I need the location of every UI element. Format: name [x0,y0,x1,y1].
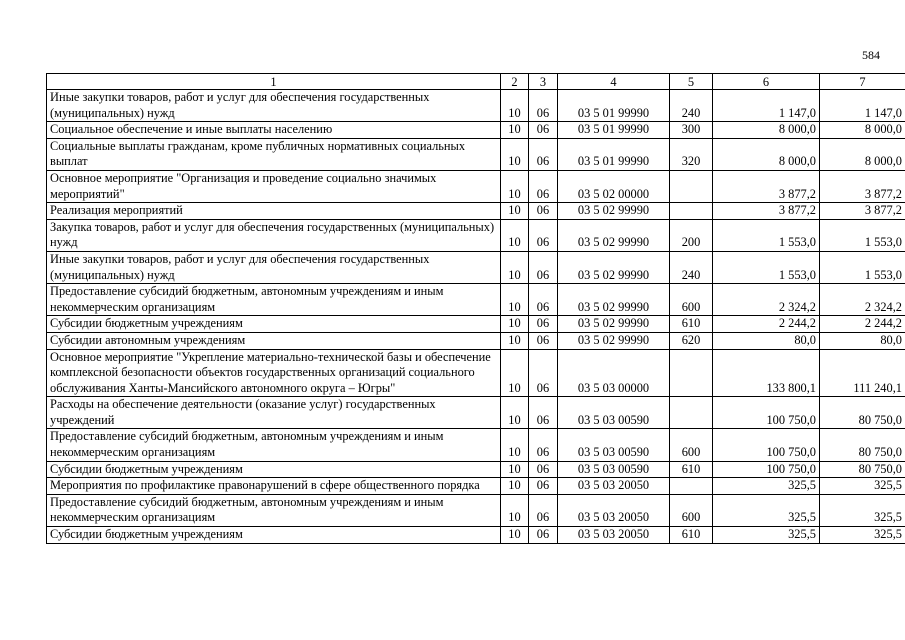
row-expense-type: 240 [670,90,713,122]
row-target-article: 03 5 01 99990 [558,138,670,170]
row-amount-2: 8 000,0 [820,138,905,170]
row-subsection: 06 [529,527,558,544]
row-amount-2: 2 244,2 [820,316,905,333]
row-amount-2: 8 000,0 [820,122,905,139]
header-cell-1: 1 [47,74,501,90]
row-target-article: 03 5 01 99990 [558,90,670,122]
header-cell-2: 2 [501,74,529,90]
row-name: Социальное обеспечение и иные выплаты населению [47,122,501,139]
row-target-article: 03 5 01 99990 [558,122,670,139]
row-amount-1: 8 000,0 [713,138,820,170]
row-subsection: 06 [529,332,558,349]
row-amount-1: 1 553,0 [713,219,820,251]
row-amount-2: 1 553,0 [820,251,905,283]
row-amount-1: 1 553,0 [713,251,820,283]
row-section: 10 [501,219,529,251]
row-expense-type [670,478,713,495]
row-amount-2: 325,5 [820,527,905,544]
row-expense-type: 610 [670,316,713,333]
row-amount-2: 3 877,2 [820,170,905,202]
row-amount-2: 325,5 [820,494,905,526]
row-expense-type: 600 [670,284,713,316]
row-amount-1: 100 750,0 [713,429,820,461]
row-target-article: 03 5 02 99990 [558,284,670,316]
row-name: Реализация мероприятий [47,203,501,220]
row-expense-type: 620 [670,332,713,349]
row-target-article: 03 5 03 00590 [558,397,670,429]
row-name: Предоставление субсидий бюджетным, автономным учреждениям и иным некоммерческим организациям [47,429,501,461]
row-name: Предоставление субсидий бюджетным, автономным учреждениям и иным некоммерческим организациям [47,494,501,526]
row-expense-type: 610 [670,527,713,544]
row-section: 10 [501,478,529,495]
row-amount-2: 1 553,0 [820,219,905,251]
budget-table [46,73,905,544]
row-amount-1: 8 000,0 [713,122,820,139]
row-amount-1: 100 750,0 [713,461,820,478]
row-section: 10 [501,138,529,170]
row-amount-1: 325,5 [713,494,820,526]
row-section: 10 [501,203,529,220]
row-name: Субсидии автономным учреждениям [47,332,501,349]
table-row [47,251,905,283]
row-subsection: 06 [529,170,558,202]
row-section: 10 [501,122,529,139]
row-subsection: 06 [529,122,558,139]
row-amount-2: 80 750,0 [820,429,905,461]
row-section: 10 [501,90,529,122]
row-amount-1: 2 244,2 [713,316,820,333]
row-target-article: 03 5 03 20050 [558,494,670,526]
row-name: Закупка товаров, работ и услуг для обеспечения государственных (муниципальных) нужд [47,219,501,251]
row-target-article: 03 5 03 20050 [558,527,670,544]
table-row [47,527,905,544]
row-target-article: 03 5 02 99990 [558,251,670,283]
row-subsection: 06 [529,478,558,495]
row-target-article: 03 5 03 00590 [558,429,670,461]
table-row [47,461,905,478]
header-cell-5: 5 [670,74,713,90]
row-expense-type: 320 [670,138,713,170]
row-section: 10 [501,170,529,202]
row-name: Субсидии бюджетным учреждениям [47,316,501,333]
table-row [47,90,905,122]
row-amount-2: 325,5 [820,478,905,495]
row-section: 10 [501,527,529,544]
row-name: Основное мероприятие "Укрепление материально-технической базы и обеспечение комплексной безопасности объектов государственных организаций социального обслуживания Ханты-Мансийского автономного округа – Югры" [47,349,501,397]
row-amount-1: 1 147,0 [713,90,820,122]
row-subsection: 06 [529,203,558,220]
row-amount-1: 100 750,0 [713,397,820,429]
row-expense-type [670,397,713,429]
row-subsection: 06 [529,284,558,316]
row-amount-2: 80 750,0 [820,397,905,429]
row-section: 10 [501,251,529,283]
row-name: Иные закупки товаров, работ и услуг для обеспечения государственных (муниципальных) нужд [47,251,501,283]
row-subsection: 06 [529,397,558,429]
table-row [47,203,905,220]
table-row [47,478,905,495]
row-target-article: 03 5 03 00000 [558,349,670,397]
row-section: 10 [501,461,529,478]
row-section: 10 [501,349,529,397]
row-amount-1: 2 324,2 [713,284,820,316]
row-amount-2: 111 240,1 [820,349,905,397]
row-amount-1: 133 800,1 [713,349,820,397]
row-name: Субсидии бюджетным учреждениям [47,461,501,478]
table-row [47,138,905,170]
row-expense-type [670,349,713,397]
table-row [47,429,905,461]
row-amount-1: 325,5 [713,478,820,495]
row-section: 10 [501,494,529,526]
row-amount-2: 80 750,0 [820,461,905,478]
table-row [47,332,905,349]
row-target-article: 03 5 02 99990 [558,219,670,251]
header-cell-4: 4 [558,74,670,90]
row-amount-1: 3 877,2 [713,170,820,202]
row-amount-2: 1 147,0 [820,90,905,122]
page-number: 584 [862,48,880,62]
row-section: 10 [501,429,529,461]
header-row [47,74,905,90]
header-cell-6: 6 [713,74,820,90]
row-expense-type: 600 [670,494,713,526]
row-amount-2: 80,0 [820,332,905,349]
row-section: 10 [501,284,529,316]
row-subsection: 06 [529,349,558,397]
row-expense-type: 600 [670,429,713,461]
row-name: Субсидии бюджетным учреждениям [47,527,501,544]
row-expense-type: 240 [670,251,713,283]
row-name: Социальные выплаты гражданам, кроме публичных нормативных социальных выплат [47,138,501,170]
row-subsection: 06 [529,138,558,170]
row-target-article: 03 5 02 99990 [558,332,670,349]
table-row [47,397,905,429]
row-subsection: 06 [529,316,558,333]
table-row [47,349,905,397]
row-subsection: 06 [529,90,558,122]
table-row [47,494,905,526]
row-subsection: 06 [529,251,558,283]
row-expense-type: 610 [670,461,713,478]
row-target-article: 03 5 03 00590 [558,461,670,478]
row-amount-1: 3 877,2 [713,203,820,220]
table-row [47,219,905,251]
row-target-article: 03 5 02 00000 [558,170,670,202]
row-subsection: 06 [529,461,558,478]
header-cell-7: 7 [820,74,905,90]
row-expense-type [670,203,713,220]
row-section: 10 [501,316,529,333]
table-row [47,316,905,333]
row-subsection: 06 [529,429,558,461]
row-subsection: 06 [529,219,558,251]
row-amount-2: 2 324,2 [820,284,905,316]
row-expense-type [670,170,713,202]
table-row [47,284,905,316]
row-section: 10 [501,397,529,429]
row-name: Основное мероприятие "Организация и проведение социально значимых мероприятий" [47,170,501,202]
row-section: 10 [501,332,529,349]
header-cell-3: 3 [529,74,558,90]
row-target-article: 03 5 02 99990 [558,203,670,220]
row-target-article: 03 5 03 20050 [558,478,670,495]
row-expense-type: 300 [670,122,713,139]
table-row [47,170,905,202]
row-name: Расходы на обеспечение деятельности (оказание услуг) государственных учреждений [47,397,501,429]
row-subsection: 06 [529,494,558,526]
row-amount-2: 3 877,2 [820,203,905,220]
row-target-article: 03 5 02 99990 [558,316,670,333]
row-name: Предоставление субсидий бюджетным, автономным учреждениям и иным некоммерческим организациям [47,284,501,316]
row-expense-type: 200 [670,219,713,251]
row-amount-1: 325,5 [713,527,820,544]
table-row [47,122,905,139]
row-name: Мероприятия по профилактике правонарушений в сфере общественного порядка [47,478,501,495]
row-amount-1: 80,0 [713,332,820,349]
row-name: Иные закупки товаров, работ и услуг для обеспечения государственных (муниципальных) нужд [47,90,501,122]
